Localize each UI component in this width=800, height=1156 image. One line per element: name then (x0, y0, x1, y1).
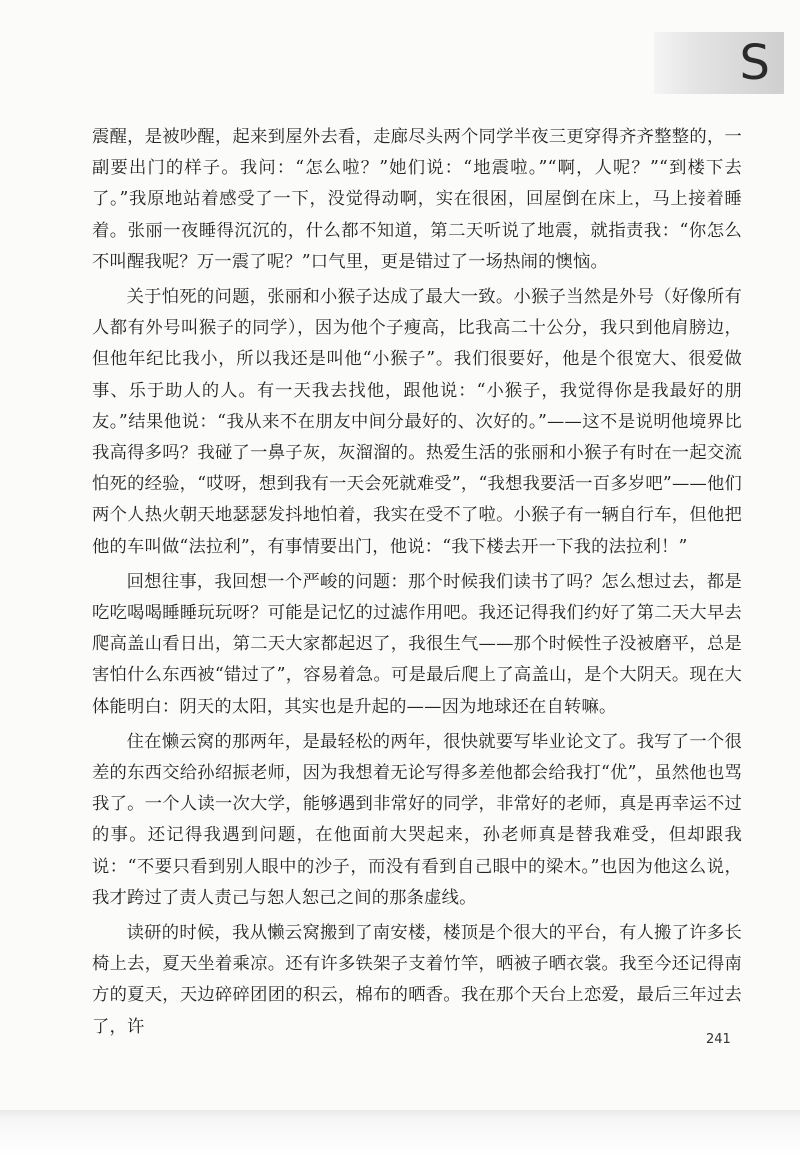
paragraph-3: 回想往事，我回想一个严峻的问题：那个时候我们读书了吗？怎么想过去，都是吃吃喝喝睡睡玩玩呀？可能是记忆的过滤作用吧。我还记得我们约好了第二天大早去爬高盖山看日出，第二天大家都起迟了，我很生气——那个时候性子没被磨平，总是害怕什么东西被“错过了”，容易着急。可是最后爬上了高盖山，是个大阴天。现在大体能明白：阴天的太阳，其实也是升起的——因为地球还在自转嘛。 (92, 571, 742, 717)
paragraph-1: 震醒，是被吵醒，起来到屋外去看，走廊尽头两个同学半夜三更穿得齐齐整整的，一副要出门的样子。我问：“怎么啦？”她们说：“地震啦。”“啊，人呢？”“到楼下去了。”我原地站着感受了一下，没觉得动啊，实在很困，回屋倒在床上，马上接着睡着。张丽一夜睡得沉沉的，什么都不知道，第二天听说了地震，就指责我：“你怎么不叫醒我呢？万一震了呢？”口气里，更是错过了一场热闹的懊恼。 (92, 127, 742, 272)
paragraph-4: 住在懒云窝的那两年，是最轻松的两年，很快就要写毕业论文了。我写了一个很差的东西交给孙绍振老师，因为我想着无论写得多差他都会给我打“优”，虽然他也骂我了。一个人读一次大学，能够遇到非常好的同学，非常好的老师，真是再幸运不过的事。还记得我遇到问题，在他面前大哭起来，孙老师真是替我难受，但却跟我说：“不要只看到别人眼中的沙子，而没有看到自己眼中的梁木。”也因为他这么说，我才跨过了责人责己与恕人恕己之间的那条虚线。 (92, 731, 742, 908)
body-text (92, 122, 742, 1047)
page-edge-shadow (0, 1110, 800, 1156)
section-letter: S (739, 35, 770, 91)
page-number: 241 (706, 1032, 731, 1047)
paragraph-2: 关于怕死的问题，张丽和小猴子达成了最大一致。小猴子当然是外号（好像所有人都有外号叫猴子的同学），因为他个子瘦高，比我高二十公分，我只到他肩膀边，但他年纪比我小，所以我还是叫他“小猴子”。我们很要好，他是个很宽大、很爱做事、乐于助人的人。有一天我去找他，跟他说：“小猴子，我觉得你是我最好的朋友。”结果他说：“我从来不在朋友中间分最好的、次好的。”——这不是说明他境界比我高得多吗？我碰了一鼻子灰，灰溜溜的。热爱生活的张丽和小猴子有时在一起交流怕死的经验，“哎呀，想到我有一天会死就难受”，“我想我要活一百多岁吧”——他们两个人热火朝天地瑟瑟发抖地怕着，我实在受不了啦。小猴子有一辆自行车，但他把他的车叫做“法拉利”，有事情要出门，他说：“我下楼去开一下我的法拉利！” (92, 287, 742, 557)
paragraph-5: 读研的时候，我从懒云窝搬到了南安楼，楼顶是个很大的平台，有人搬了许多长椅上去，夏天坐着乘凉。还有许多铁架子支着竹竿，晒被子晒衣裳。我至今还记得南方的夏天，天边碎碎团团的积云，棉布的晒香。我在那个天台上恋爱，最后三年过去了，许 (92, 923, 742, 1037)
section-tab (654, 32, 784, 94)
